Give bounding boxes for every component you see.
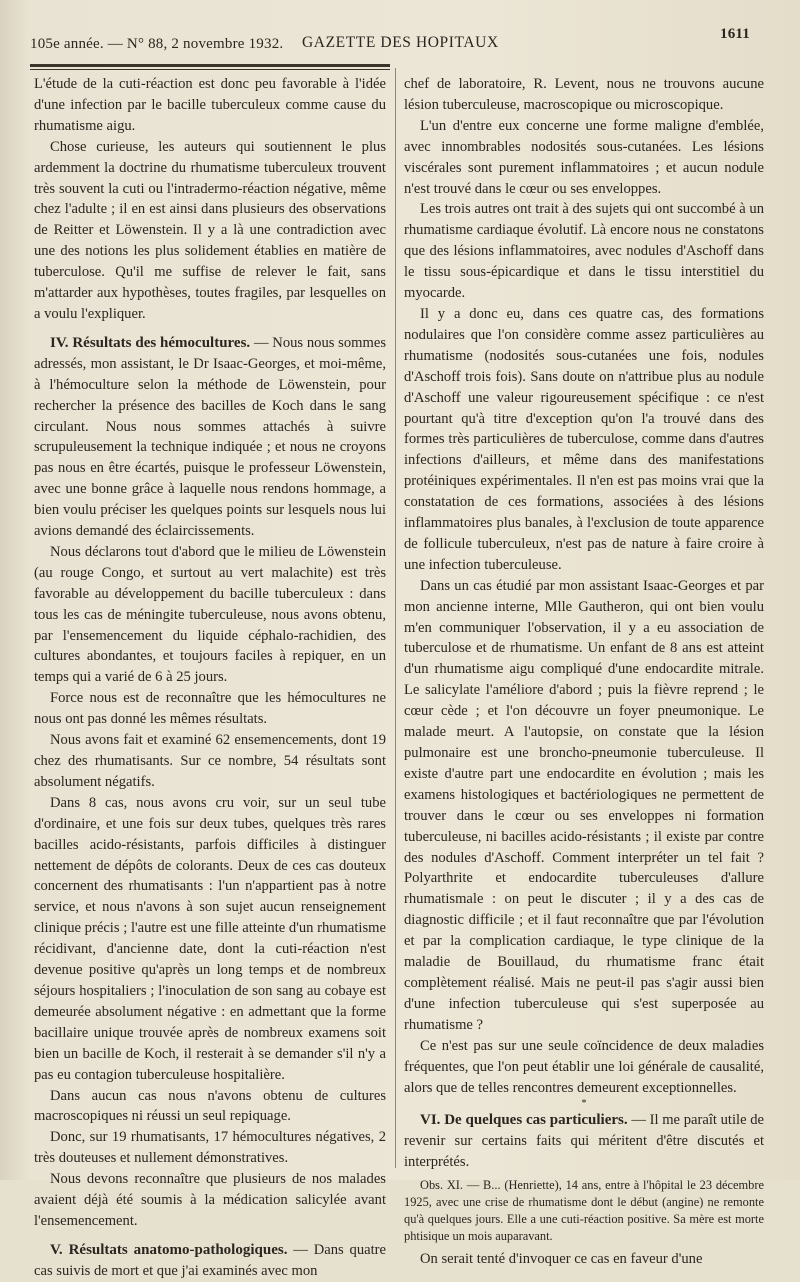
section-heading: V. Résultats anatomo-pathologiques. (50, 1241, 288, 1258)
section-text: — Nous nous sommes adressés, mon assistant, le Dr Isaac-Georges, et moi-même, à l'hémoculture selon la méthode de Löwenstein, pour rechercher la présence des bacilles de Koch dans le sang circulant. Nous nous sommes attachés à suivre scrupuleusement la technique indiquée ; et nous ne croyons pas nous en être écartés, puisque le professeur Löwenstein, avec une bonne grâce à laquelle nous rendons hommage, a bien voulu préciser les quelques points sur lesquels nous lui avions demandé des éclaircissements. (34, 334, 387, 540)
header-rule (30, 64, 390, 67)
paragraph: Dans un cas étudié par mon assistant Isaac-Georges et par mon ancienne interne, Mlle Gautheron, qui ont bien voulu m'en communiquer l'observation, il y a eu association de tuberculose et de rhumatisme. Un enfant de 8 ans est atteint d'un rhumatisme aigu compliqué d'une endocardite mitrale. Le salicylate l'améliore d'abord ; puis la fièvre reprend ; le cœur cède ; et l'on découvre un foyer pneumonique. Le malade meurt. A l'autopsie, on constate que la lésion pulmonaire est une broncho-pneumonie tuberculeuse. Il existe d'autre part une endocardite en évolution ; mais les examens histologiques et bactériologiques ne permettent de trouver dans le cœur ou ses enveloppes ni formation tuberculeuse, ni bacilles acido-résistants ; il existe par contre des nodules d'Aschoff. Comment interpréter un tel fait ? Polyarthrite et endocardite tuberculeuses d'allure rhumatismale : on peut le discuter ; il y a des cas de diagnostic difficile ; et il faut reconnaître que par l'évolution et par la complication cardiaque, le type clinique de la maladie de Bouillaud, du rhumatisme franc était complètement réalisé. Mais ne peut-il pas s'agir aussi bien d'une infection tuberculeuse qui s'est superposée au rhumatisme ? (404, 577, 764, 1033)
page-header (30, 28, 770, 58)
right-column (404, 74, 764, 1270)
section-heading: IV. Résultats des hémocultures. (50, 334, 251, 351)
paragraph: Chose curieuse, les auteurs qui soutiennent le plus ardemment la doctrine du rhumatisme tuberculeux trouvent très souvent la cuti ou l'intradermo-réaction négative, même chez l'adulte ; il en est ainsi dans plusieurs des observations de Reitter et Löwenstein. Il y a là une contradiction avec une des notions les plus solidement établies en matière de tuberculose. Qu'il me suffise de relever le fait, sans m'attarder aux hypothèses, toutes fragiles, par lesquelles on a voulu l'expliquer. (34, 138, 386, 322)
section-text: — Dans quatre cas suivis de mort et que j'ai examinés avec mon (34, 1241, 386, 1279)
paragraph: chef de laboratoire, R. Levent, nous ne trouvons aucune lésion tuberculeuse, macroscopique ou microscopique. (404, 76, 764, 113)
paragraph: Ce n'est pas sur une seule coïncidence de deux maladies fréquentes, que l'on peut établir une loi générale de causalité, alors que de telles rencontres demeurent exceptionnelles. (404, 1037, 764, 1096)
paragraph: Force nous est de reconnaître que les hémocultures ne nous ont pas donné les mêmes résultats. (34, 690, 386, 728)
column-divider (395, 68, 396, 1168)
paragraph: Nous avons fait et examiné 62 ensemencements, dont 19 chez des rhumatisants. Sur ce nombre, 54 résultats sont absolument négatifs. (34, 732, 386, 790)
paragraph: Nous devons reconnaître que plusieurs de nos malades avaient déjà été soumis à la médication salicylée avant l'ensemencement. (34, 1171, 386, 1229)
section-iv (34, 333, 386, 542)
paragraph: L'étude de la cuti-réaction est donc peu favorable à l'idée d'une infection par le bacille tuberculeux comme cause du rhumatisme aigu. (34, 76, 386, 134)
left-column (34, 74, 386, 1282)
paragraph: L'un d'entre eux concerne une forme maligne d'emblée, avec innombrables nodosités sous-cutanées. Les lésions viscérales sont purement inflammatoires ; et aucun nodule n'est trouvé dans le cœur ou ses enveloppes. (404, 117, 764, 197)
section-text: — Il me paraît utile de revenir sur certains faits qui méritent d'être discutés et interprétés. (404, 1112, 764, 1171)
section-heading: VI. De quelques cas particuliers. (420, 1112, 628, 1129)
paragraph: Donc, sur 19 rhumatisants, 17 hémocultures négatives, 2 très douteuses et nullement démonstratives. (34, 1129, 386, 1167)
page-number: 1611 (720, 26, 750, 42)
observation-note: Obs. XI. — B... (Henriette), 14 ans, entre à l'hôpital le 23 décembre 1925, avec une crise de rhumatisme dont le début (angine) ne remonte qu'à quelques jours. Elle a une cuti-réaction positive. Sa mère est morte phtisique un mois auparavant. (404, 1178, 764, 1244)
header-rule-thin (30, 69, 390, 70)
journal-title: GAZETTE DES HOPITAUX (302, 34, 499, 51)
section-v (34, 1240, 386, 1282)
paragraph: Il y a donc eu, dans ces quatre cas, des formations nodulaires que l'on considère comme assez particulières au rhumatisme (nodosités sous-cutanées une fois, nodules d'Aschoff trois fois). Sans doute on n'attribue plus au nodule d'Aschoff une valeur rigoureusement spécifique : ce n'est pourtant qu'à titre d'exception qu'on l'a trouvé dans des formes très particulières de tuberculose, comme dans d'autres infections d'ailleurs, et même dans des manifestations protéiniques expérimentales. Il n'en est pas moins vrai que la constatation de ces formations, associées à des lésions inflammatoires plus banales, à l'exclusion de toute apparence de follicule tuberculeux, n'est pas de nature à faire croire à une infection tuberculeuse. (404, 305, 764, 573)
issue-line: 105e année. — N° 88, 2 novembre 1932. (30, 36, 284, 52)
section-vi (404, 1110, 764, 1173)
paragraph: Nous déclarons tout d'abord que le milieu de Löwenstein (au rouge Congo, et surtout au vert malachite) est très favorable au développement du bacille tuberculeux : dans tous les cas de méningite tuberculeuse, nous avons obtenu, par l'ensemencement du liquide céphalo-rachidien, des cultures abondantes, et toujours faciles à repiquer, en un temps qui a varié de 6 à 25 jours. (34, 543, 386, 686)
paragraph: Dans aucun cas nous n'avons obtenu de cultures macroscopiques ni réussi un seul repiquage. (34, 1087, 386, 1125)
paragraph: Les trois autres ont trait à des sujets qui ont succombé à un rhumatisme cardiaque évolutif. Là encore nous ne constatons que des lésions inflammatoires, avec nodules d'Aschoff dans le tissu sous-épicardique et dans le tissu interstitiel du myocarde. (404, 201, 764, 302)
paragraph: Dans 8 cas, nous avons cru voir, sur un seul tube d'ordinaire, et une fois sur deux tubes, quelques très rares bacilles acido-résistants, parfois difficiles à distinguer nettement de dépôts de colorants. Deux de ces cas douteux concernent des rhumatisants : l'un n'appartient pas à notre service, et nous n'avons à son sujet aucun renseignement clinique précis ; l'autre est une fille atteinte d'un rhumatisme récidivant, d'ancienne date, dont la cuti-réaction n'est devenue positive qu'après un long temps et de nombreux séjours hospitaliers ; l'inoculation de son sang au cobaye est demeurée absolument négative : en admettant que la forme bacillaire unique trouvée après de nombreux examens soit bien un bacille de Koch, il resterait à se demander s'il n'y a pas eu contagion tuberculeuse hospitalière. (34, 794, 386, 1083)
section-separator: * (581, 1098, 587, 1110)
paragraph: On serait tenté d'invoquer ce cas en faveur d'une (420, 1251, 703, 1268)
